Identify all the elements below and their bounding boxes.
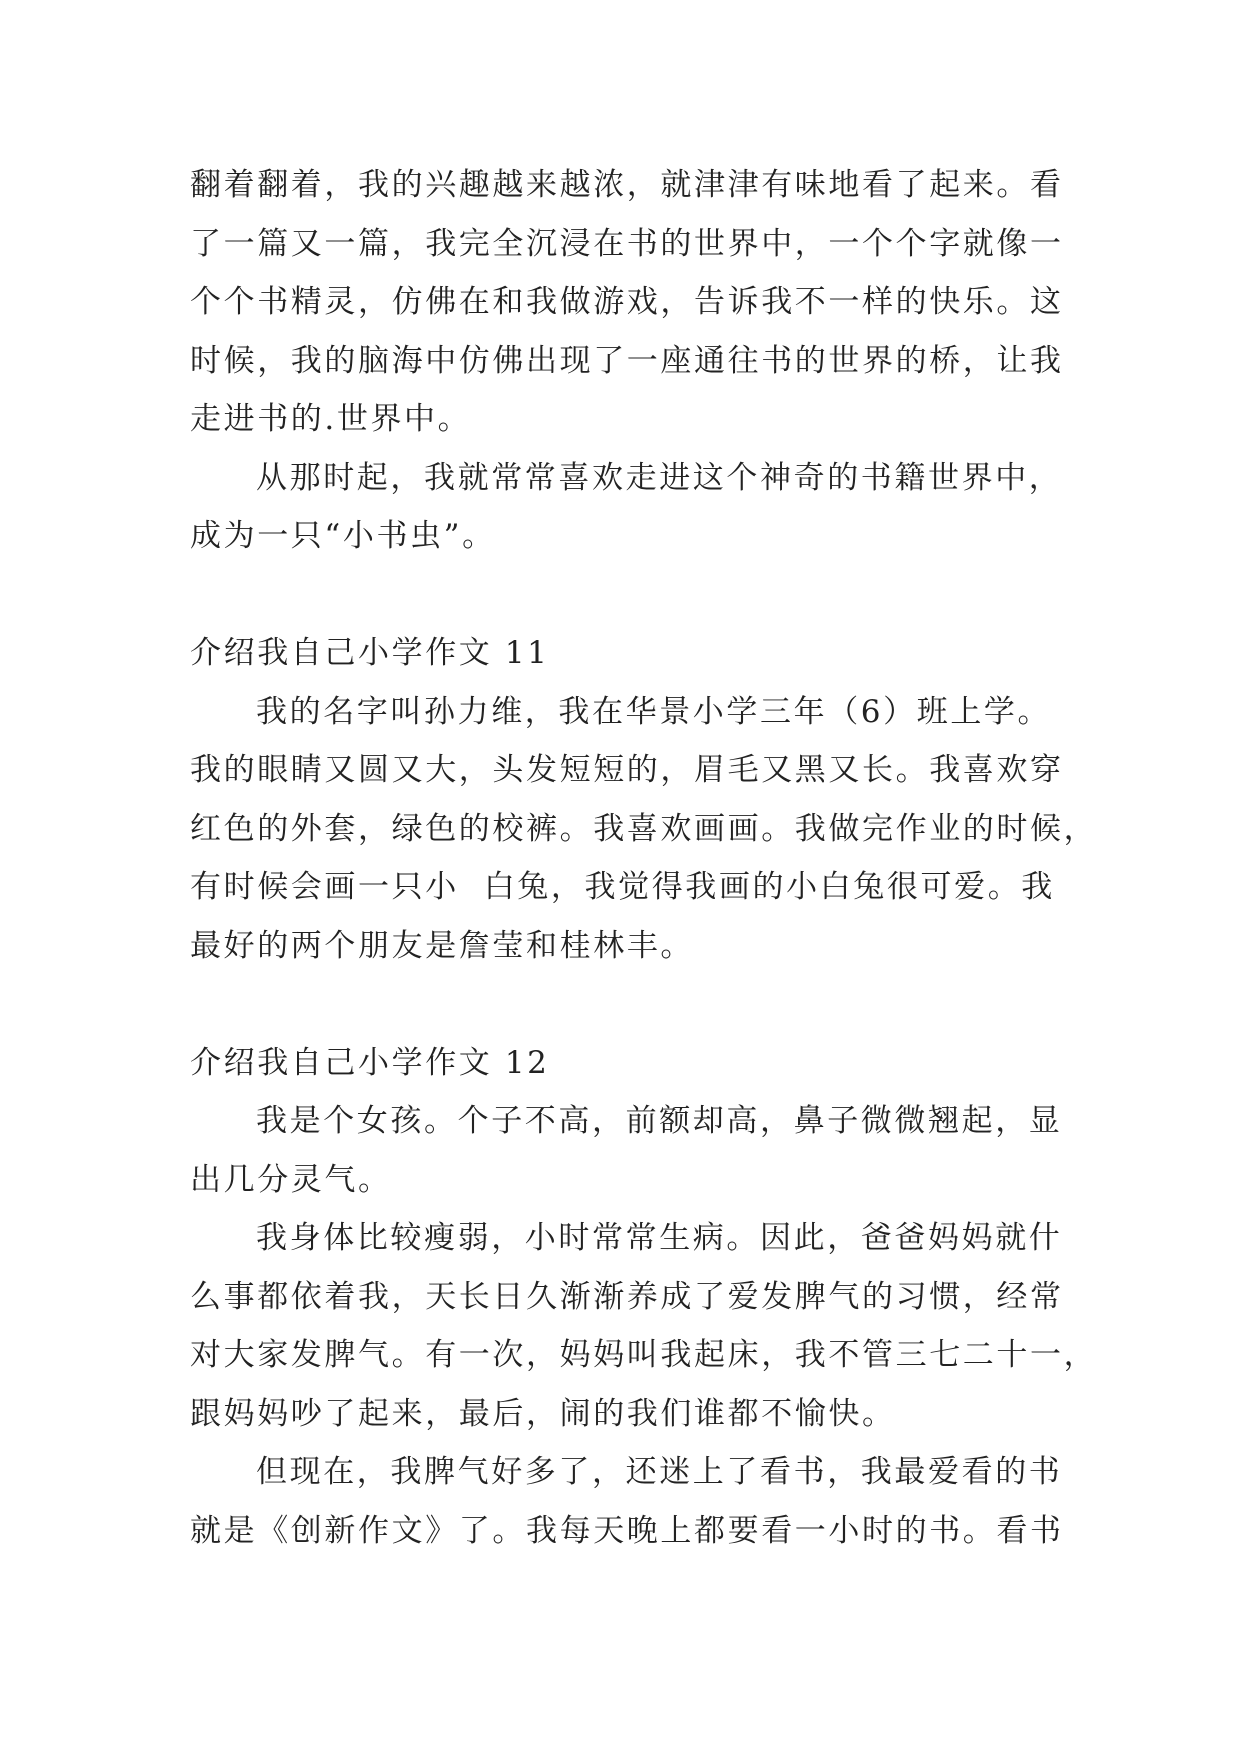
text-line: 有时候会画一只小 白兔，我觉得我画的小白兔很可爱。我 <box>190 869 1055 905</box>
text-line: 我的眼睛又圆又大，头发短短的，眉毛又黑又长。我喜欢穿 <box>190 752 1064 788</box>
essay-section <box>190 624 1098 975</box>
section-spacer <box>190 975 1060 1034</box>
text-line: 就是《创新作文》了。我每天晚上都要看一小时的书。看书 <box>190 1512 1064 1549</box>
document-body <box>190 156 1098 1560</box>
paragraph <box>190 1209 1098 1443</box>
text-line: 从那时起，我就常常喜欢走进这个神奇的书籍世界中， <box>256 459 1063 496</box>
text-line: 红色的外套，绿色的校裤。我喜欢画画。我做完作业的时候， <box>190 810 1098 847</box>
paragraph <box>190 1092 1063 1209</box>
paragraph <box>190 1443 1064 1560</box>
paragraph <box>190 449 1063 566</box>
text-line: 但现在，我脾气好多了，还迷上了看书，我最爱看的书 <box>256 1454 1063 1490</box>
paragraph <box>190 683 1098 976</box>
text-line: 么事都依着我，天长日久渐渐养成了爱发脾气的习惯，经常 <box>190 1278 1064 1315</box>
text-line: 出几分灵气。 <box>190 1161 392 1198</box>
section-spacer <box>190 566 1060 625</box>
paragraph <box>190 156 1064 449</box>
essay-section <box>190 1034 1098 1561</box>
text-line: 我身体比较瘦弱，小时常常生病。因此，爸爸妈妈就什 <box>256 1220 1063 1256</box>
text-line: 最好的两个朋友是詹莹和桂林丰。 <box>190 927 694 964</box>
text-line: 跟妈妈吵了起来，最后，闹的我们谁都不愉快。 <box>190 1395 896 1432</box>
text-line: 了一篇又一篇，我完全沉浸在书的世界中，一个个字就像一 <box>190 225 1064 262</box>
section-heading: 介绍我自己小学作文 11 <box>190 635 550 671</box>
text-line: 个个书精灵，仿佛在和我做游戏，告诉我不一样的快乐。这 <box>190 284 1064 320</box>
text-line: 成为一只“小书虫”。 <box>190 518 496 554</box>
text-line: 对大家发脾气。有一次，妈妈叫我起床，我不管三七二十一， <box>190 1337 1098 1373</box>
section-heading: 介绍我自己小学作文 12 <box>190 1044 550 1081</box>
text-line: 时候，我的脑海中仿佛出现了一座通往书的世界的桥，让我 <box>190 342 1064 379</box>
text-line: 我是个女孩。个子不高，前额却高，鼻子微微翘起，显 <box>256 1103 1063 1139</box>
text-line: 我的名字叫孙力维，我在华景小学三年（6）班上学。 <box>256 693 1052 730</box>
text-line: 翻着翻着，我的兴趣越来越浓，就津津有味地看了起来。看 <box>190 167 1064 203</box>
text-line: 走进书的.世界中。 <box>190 401 472 437</box>
